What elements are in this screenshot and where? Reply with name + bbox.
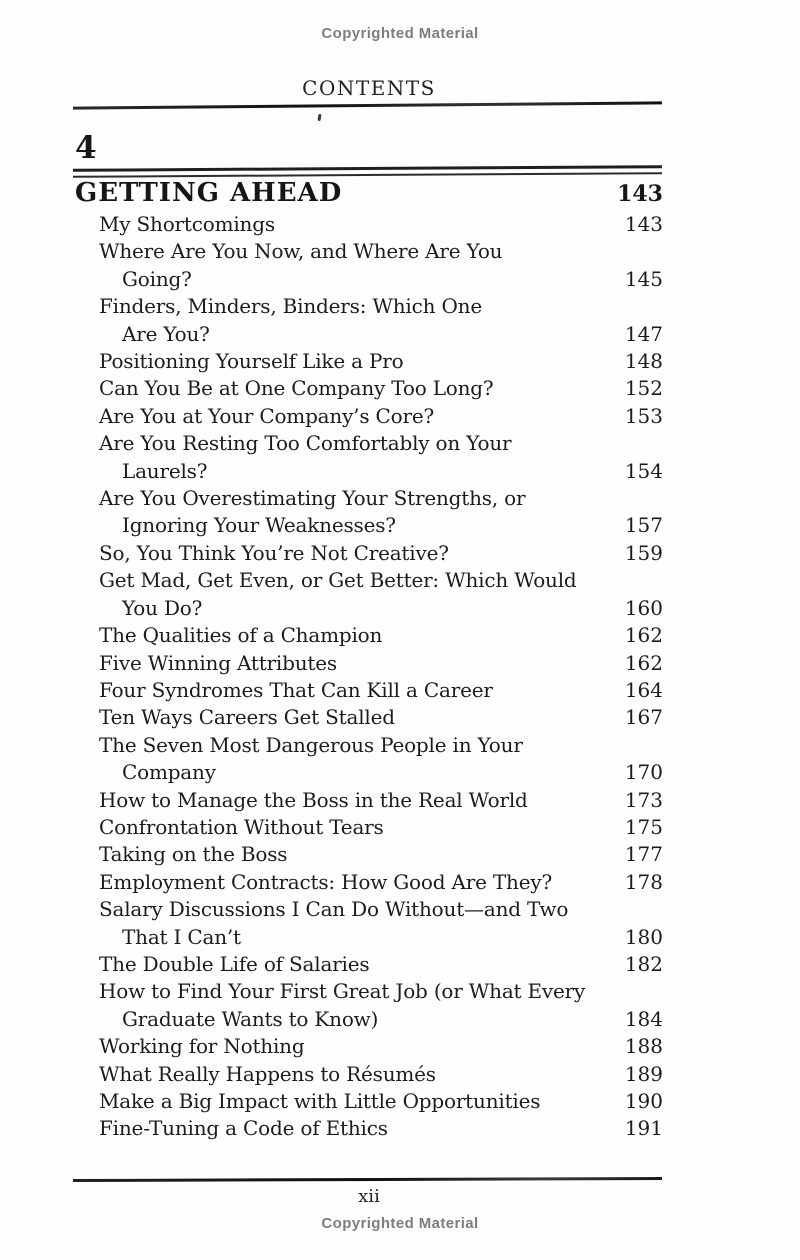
toc-entry-page-number: 167 — [624, 705, 663, 730]
toc-entry — [99, 1115, 663, 1142]
toc-entry-line-continuation: Company — [122, 760, 216, 785]
toc-entry-title — [99, 841, 615, 868]
toc-entry — [99, 485, 663, 540]
toc-entry — [99, 814, 663, 841]
chapter-title: GETTING AHEAD — [75, 178, 343, 208]
toc-entry-line: Fine-Tuning a Code of Ethics — [99, 1116, 388, 1141]
toc-entry-line: So, You Think You’re Not Creative? — [99, 540, 449, 565]
toc-entry-page-number: 180 — [624, 924, 663, 949]
toc-entry-page-number: 157 — [624, 513, 663, 538]
toc-entry-page-number: 152 — [624, 376, 663, 401]
toc-entry-title — [99, 293, 615, 348]
toc-entry-line: The Seven Most Dangerous People in Your — [99, 732, 523, 757]
toc-entry-title — [99, 787, 615, 814]
toc-entry-title — [99, 622, 615, 649]
toc-entry — [99, 841, 663, 868]
toc-entry — [99, 896, 663, 951]
toc-entry-line-continuation: That I Can’t — [122, 924, 241, 949]
toc-entry-line: Are You at Your Company’s Core? — [99, 403, 435, 428]
toc-entry-title — [99, 403, 615, 430]
toc-entry-page-number: 147 — [624, 321, 663, 346]
copyright-notice-top: Copyrighted Material — [321, 25, 479, 42]
toc-entry-title — [99, 677, 615, 704]
scan-speck — [318, 114, 322, 121]
chapter-number: 4 — [75, 130, 97, 166]
head-rule — [73, 101, 662, 109]
toc-entry-title — [99, 211, 615, 238]
toc-entry — [99, 1033, 663, 1060]
toc-entry-line: Ten Ways Careers Get Stalled — [99, 705, 395, 730]
toc-entry — [99, 1061, 663, 1088]
toc-entry — [99, 567, 663, 622]
chapter-double-rule-top — [73, 165, 662, 172]
chapter-double-rule-bottom — [73, 172, 662, 178]
toc-entry-title — [99, 978, 615, 1033]
toc-entry-page-number: 170 — [624, 760, 663, 785]
toc-entry-line: The Double Life of Salaries — [99, 951, 370, 976]
toc-entry-line: Finders, Minders, Binders: Which One — [99, 294, 482, 319]
toc-entry-title — [99, 1088, 615, 1115]
toc-entry — [99, 704, 663, 731]
toc-entry-page-number: 154 — [624, 458, 663, 483]
toc-entry-line: Can You Be at One Company Too Long? — [99, 376, 494, 401]
toc-entry-page-number: 189 — [624, 1061, 663, 1086]
toc-entry-title — [99, 1115, 615, 1142]
toc-entry-line-continuation: Graduate Wants to Know) — [122, 1006, 379, 1031]
toc-entry-title — [99, 567, 615, 622]
toc-entry-page-number: 145 — [624, 266, 663, 291]
toc-entry-page-number: 162 — [624, 650, 663, 675]
toc-entry-page-number: 182 — [624, 951, 663, 976]
toc-entry-page-number: 164 — [624, 677, 663, 702]
running-head-contents: CONTENTS — [302, 76, 436, 100]
toc-entry — [99, 403, 663, 430]
copyright-notice-bottom: Copyrighted Material — [321, 1215, 479, 1232]
toc-entry — [99, 293, 663, 348]
toc-entry-title — [99, 375, 615, 402]
toc-entry-line: Five Winning Attributes — [99, 650, 337, 675]
toc-entry-page-number: 173 — [624, 787, 663, 812]
toc-entry-line: Where Are You Now, and Where Are You — [99, 239, 503, 264]
toc-entry — [99, 238, 663, 293]
toc-entry-page-number: 162 — [624, 623, 663, 648]
toc-entry-line: How to Find Your First Great Job (or What Every — [99, 979, 586, 1004]
toc-entry-title — [99, 430, 615, 485]
toc-entry — [99, 375, 663, 402]
toc-entry-page-number: 177 — [624, 842, 663, 867]
toc-entry-page-number: 184 — [624, 1006, 663, 1031]
toc-entry — [99, 622, 663, 649]
toc-entry-title — [99, 348, 615, 375]
toc-entry-title — [99, 650, 615, 677]
toc-entry — [99, 732, 663, 787]
toc-entry-line: Salary Discussions I Can Do Without—and Two — [99, 897, 569, 922]
chapter-heading-row — [75, 180, 663, 206]
toc-entry — [99, 348, 663, 375]
toc-entry-line-continuation: Are You? — [122, 321, 210, 346]
toc-entry — [99, 869, 663, 896]
toc-entry-page-number: 175 — [624, 814, 663, 839]
toc-entry-title — [99, 238, 615, 293]
toc-entry-page-number: 143 — [624, 212, 663, 236]
toc-entry-page-number: 178 — [624, 869, 663, 894]
toc-entry — [99, 650, 663, 677]
toc-entry-line: Confrontation Without Tears — [99, 814, 384, 839]
toc-entry-title — [99, 896, 615, 951]
toc-entry — [99, 978, 663, 1033]
toc-entry — [99, 211, 663, 238]
toc-entry — [99, 677, 663, 704]
toc-entry-line-continuation: Going? — [122, 266, 192, 291]
toc-entry-title — [99, 540, 615, 567]
toc-entry-page-number: 148 — [624, 349, 663, 374]
toc-entry — [99, 540, 663, 567]
toc-entry-page-number: 159 — [624, 540, 663, 565]
toc-entry — [99, 1088, 663, 1115]
toc-entry-line: Are You Overestimating Your Strengths, or — [99, 486, 526, 511]
toc-entry-page-number: 188 — [624, 1034, 663, 1059]
toc-entry-line: Employment Contracts: How Good Are They? — [99, 869, 552, 894]
toc-entry-line-continuation: You Do? — [122, 595, 203, 620]
toc-entry-line: Are You Resting Too Comfortably on Your — [99, 431, 512, 456]
toc-entry-page-number: 191 — [624, 1116, 663, 1141]
toc-entry-line: Taking on the Boss — [99, 842, 288, 867]
toc-entry-title — [99, 704, 615, 731]
toc-entry-title — [99, 814, 615, 841]
toc-list — [99, 211, 663, 1143]
toc-entry-line: My Shortcomings — [99, 212, 275, 236]
toc-entry-title — [99, 1061, 615, 1088]
toc-entry-title — [99, 485, 615, 540]
toc-entry-line: Working for Nothing — [99, 1034, 305, 1059]
chapter-page-number: 143 — [617, 181, 663, 207]
toc-entry — [99, 430, 663, 485]
page-folio: xii — [358, 1186, 380, 1207]
toc-entry-page-number: 153 — [624, 403, 663, 428]
toc-entry-line-continuation: Ignoring Your Weaknesses? — [122, 513, 396, 538]
toc-entry-line: What Really Happens to Résumés — [99, 1061, 436, 1086]
toc-entry-title — [99, 951, 615, 978]
foot-rule — [73, 1177, 662, 1182]
toc-entry-line-continuation: Laurels? — [122, 458, 208, 483]
toc-entry — [99, 787, 663, 814]
toc-entry-page-number: 190 — [624, 1089, 663, 1113]
toc-entry-line: Make a Big Impact with Little Opportunities — [99, 1089, 541, 1113]
toc-entry-line: Positioning Yourself Like a Pro — [99, 349, 404, 374]
toc-entry-line: Get Mad, Get Even, or Get Better: Which Would — [99, 568, 577, 593]
toc-entry-line: The Qualities of a Champion — [99, 623, 383, 648]
toc-entry — [99, 951, 663, 978]
toc-entry-title — [99, 732, 615, 787]
toc-entry-page-number: 160 — [624, 595, 663, 620]
toc-entry-line: How to Manage the Boss in the Real World — [99, 787, 528, 812]
toc-entry-title — [99, 1033, 615, 1060]
toc-entry-line: Four Syndromes That Can Kill a Career — [99, 677, 493, 702]
toc-entry-title — [99, 869, 615, 896]
